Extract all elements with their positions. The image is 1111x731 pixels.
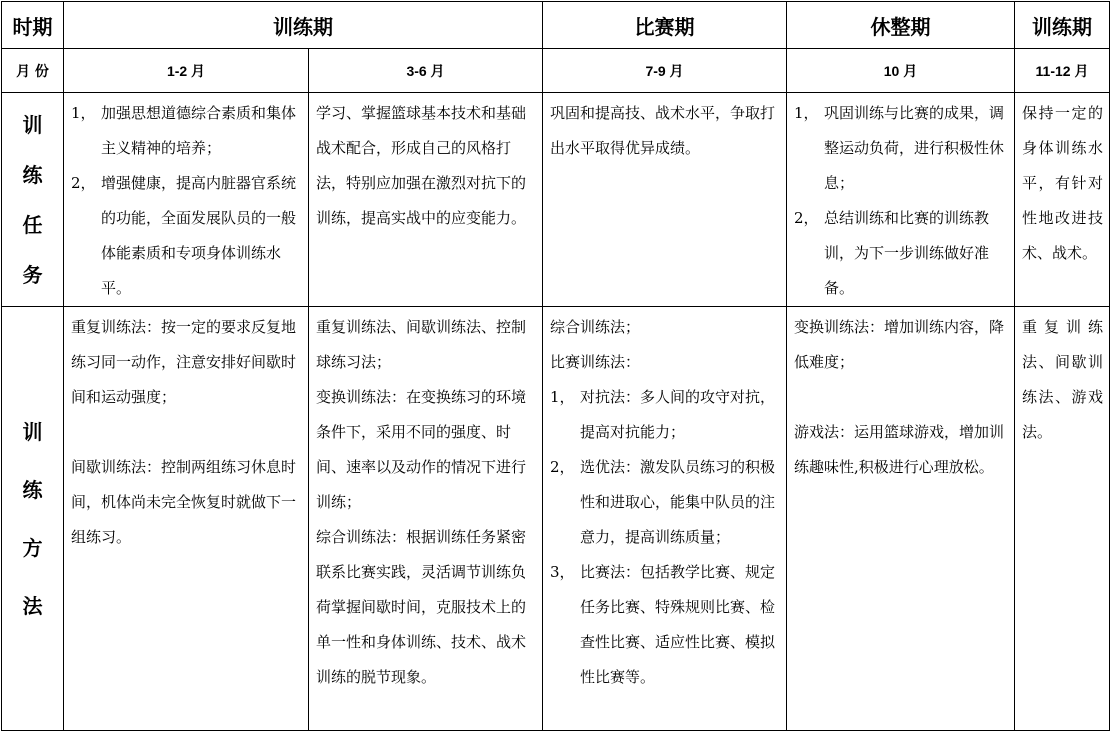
task-cell-10 (787, 93, 1015, 307)
list-item: 3， 比赛法：包括教学比赛、规定任务比赛、特殊规则比赛、检查性比赛、适应性比赛、模拟性比赛等。 (550, 563, 776, 686)
list-item: 1， 对抗法：多人间的攻守对抗，提高对抗能力； (550, 388, 776, 441)
method-cell-1-2: 重复训练法：按一定的要求反复地练习同一动作，注意安排好间歇时间和运动强度； 间歇训练法：控制两组练习休息时间，机体尚未完全恢复时就做下一组练习。 (64, 307, 309, 731)
task-cell-3-6: 学习、掌握篮球基本技术和基础战术配合，形成自己的风格打法，特别应加强在激烈对抗下的训练，提高实战中的应变能力。 (309, 93, 543, 307)
method-cell-7-9: 综合训练法； 比赛训练法： 1， 对抗法：多人间的攻守对抗，提高对抗能力； 2， 选优法：激发队员练习的积极性和进取心，能集中队员的注意力，提高训练质量； 3， 比赛法：包括教学比赛、规定任务比赛、特殊规则比赛、检查性比赛、适应性比赛、模拟性比赛等。 (543, 307, 787, 731)
method-label: 训 练 方 法 (2, 307, 64, 731)
method-cell-10: 变换训练法：增加训练内容，降低难度； 游戏法：运用篮球游戏，增加训练趣味性,积极进行心理放松。 (787, 307, 1015, 731)
method-row (2, 307, 1110, 731)
period-header-row (2, 2, 1110, 49)
competition-period: 比赛期 (543, 2, 787, 49)
list-item: 1， 巩固训练与比赛的成果，调整运动负荷，进行积极性休息； (794, 104, 1005, 192)
month-11-12: 11-12 月 (1015, 49, 1110, 93)
training-period-2: 训练期 (1015, 2, 1110, 49)
month-label: 月 份 (2, 49, 64, 93)
list-item: 1， 加强思想道德综合素质和集体主义精神的培养； (71, 104, 297, 157)
rest-period: 休整期 (787, 2, 1015, 49)
training-plan-table (1, 1, 1110, 731)
training-period-1: 训练期 (64, 2, 543, 49)
list-item: 2， 选优法：激发队员练习的积极性和进取心，能集中队员的注意力，提高训练质量； (550, 458, 776, 546)
period-label: 时期 (2, 2, 64, 49)
month-10: 10 月 (787, 49, 1015, 93)
month-1-2: 1-2 月 (64, 49, 309, 93)
month-3-6: 3-6 月 (309, 49, 543, 93)
method-cell-3-6: 重复训练法、间歇训练法、控制球练习法； 变换训练法：在变换练习的环境条件下，采用不同的强度、时间、速率以及动作的情况下进行训练； 综合训练法：根据训练任务紧密联系比赛实践，灵活调节训练负荷掌握间歇时间，克服技术上的单一性和身体训练、技术、战术训练的脱节现象。 (309, 307, 543, 731)
task-cell-7-9: 巩固和提高技、战术水平，争取打出水平取得优异成绩。 (543, 93, 787, 307)
task-cell-1-2 (64, 93, 309, 307)
month-7-9: 7-9 月 (543, 49, 787, 93)
month-row (2, 49, 1110, 93)
task-label: 训 练 任 务 (2, 93, 64, 307)
list-item: 2， 增强健康，提高内脏器官系统的功能，全面发展队员的一般体能素质和专项身体训练水平。 (71, 174, 297, 297)
method-cell-11-12: 重复训练法、间歇训练法、游戏法。 (1015, 307, 1110, 731)
task-cell-11-12: 保持一定的身体训练水平，有针对性地改进技术、战术。 (1015, 93, 1110, 307)
task-row (2, 93, 1110, 307)
list-item: 2， 总结训练和比赛的训练教训，为下一步训练做好准备。 (794, 209, 990, 297)
